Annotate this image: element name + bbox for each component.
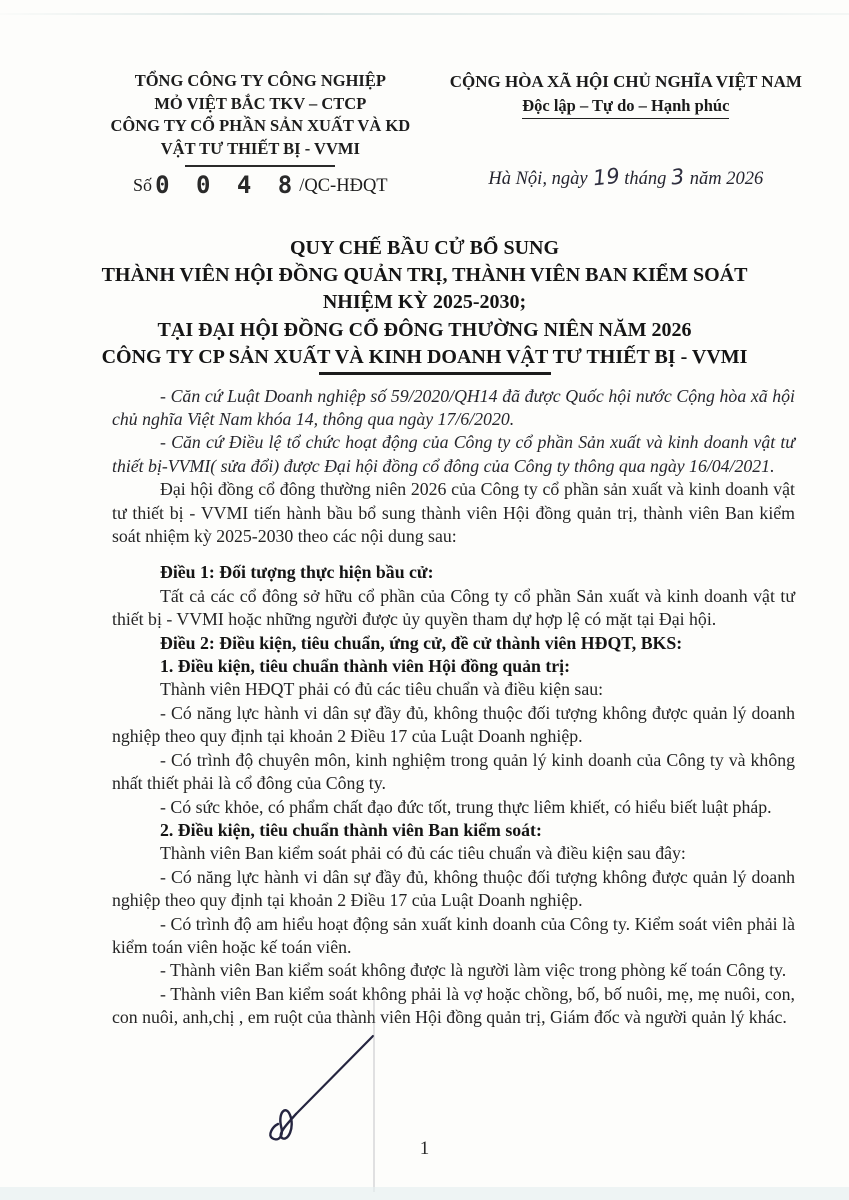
title-underline: [319, 372, 551, 375]
heading-dieu-1: Điều 1: Đối tượng thực hiện bầu cử:: [160, 562, 434, 583]
handwritten-day: 19: [591, 163, 621, 191]
doc-number-suffix: /QC-HĐQT: [299, 176, 388, 196]
preamble-basis-charter: - Căn cứ Điều lệ tổ chức hoạt động của Công ty cổ phần Sản xuất và kinh doanh vật tư thiết bị-VVMI( sửa đổi) được Đại hội đồng cổ đông của Công ty thông qua ngày 16/04/2021.: [112, 432, 795, 476]
heading-dieu-2: Điều 2: Điều kiện, tiêu chuẩn, ứng cử, đề cử thành viên HĐQT, BKS:: [160, 632, 683, 653]
place-date-line: [435, 165, 817, 190]
company-name-line: VẬT TƯ THIẾT BỊ - VVMI: [160, 138, 360, 158]
org-divider-rule: [185, 165, 335, 167]
issuing-org-block: [86, 70, 435, 199]
title-line: CÔNG TY CP SẢN XUẤT VÀ KINH DOANH VẬT TƯ THIẾT BỊ - VVMI: [101, 345, 748, 368]
title-line: TẠI ĐẠI HỘI ĐỒNG CỔ ĐÔNG THƯỜNG NIÊN NĂM 2026: [157, 318, 692, 341]
muc-2-bullet-2: - Có trình độ am hiểu hoạt động sản xuất kinh doanh của Công ty. Kiểm soát viên phải là kiểm toán viên hoặc kế toán viên.: [112, 913, 795, 957]
national-motto: Độc lập – Tự do – Hạnh phúc: [522, 96, 729, 119]
heading-muc-1-hdqt: 1. Điều kiện, tiêu chuẩn thành viên Hội đồng quản trị:: [160, 656, 571, 677]
preamble-basis-law: - Căn cứ Luật Doanh nghiệp số 59/2020/QH14 đã được Quốc hội nước Cộng hòa xã hội chủ nghĩa Việt Nam khóa 14, thông qua ngày 17/6/2020.: [112, 385, 795, 430]
national-title: CỘNG HÒA XÃ HỘI CHỦ NGHĨA VIỆT NAM: [449, 72, 802, 91]
document-header: [0, 0, 849, 199]
muc-2-bullet-4: - Thành viên Ban kiểm soát không phải là vợ hoặc chồng, bố, bố nuôi, mẹ, mẹ nuôi, con, con nuôi, anh,chị , em ruột của thành viên Hội đồng quản trị, Giám đốc và người quản lý khác.: [112, 983, 795, 1028]
document-body: [112, 385, 795, 1030]
title-line: THÀNH VIÊN HỘI ĐỒNG QUẢN TRỊ, THÀNH VIÊN BAN KIỂM SOÁT: [101, 264, 748, 287]
heading-muc-2-bks: 2. Điều kiện, tiêu chuẩn thành viên Ban kiểm soát:: [160, 819, 542, 840]
muc-1-intro: Thành viên HĐQT phải có đủ các tiêu chuẩn và điều kiện sau:: [160, 679, 604, 700]
document-number-line: [86, 171, 435, 199]
handwritten-pen-scribble: [250, 1030, 385, 1145]
org-name-line: MỎ VIỆT BẮC TKV – CTCP: [154, 93, 367, 113]
scan-fold-line-artifact: [373, 992, 375, 1192]
muc-1-bullet-2: - Có trình độ chuyên môn, kinh nghiệm trong quản lý kinh doanh của Công ty và không nhất thiết phải là cổ đông của Công ty.: [112, 749, 795, 794]
scan-edge-bottom-artifact: [0, 1187, 849, 1200]
date-mid-text: tháng: [624, 169, 667, 189]
national-motto-block: [435, 70, 817, 199]
date-pre-text: Hà Nội, ngày: [488, 169, 588, 189]
scan-edge-top-artifact: [0, 13, 849, 15]
muc-2-bullet-1: - Có năng lực hành vi dân sự đầy đủ, không thuộc đối tượng không được quản lý doanh nghiệp theo quy định tại khoản 2 Điều 17 của Luật Doanh nghiệp.: [112, 866, 795, 911]
doc-number-stamp: 0 0 4 8: [155, 171, 299, 199]
org-name-line: TỔNG CÔNG TY CÔNG NGHIỆP: [134, 71, 386, 90]
muc-2-intro: Thành viên Ban kiểm soát phải có đủ các tiêu chuẩn và điều kiện sau đây:: [160, 843, 686, 864]
page-number: 1: [419, 1138, 430, 1159]
date-post-text: năm 2026: [689, 169, 764, 189]
dieu-1-content: Tất cả các cổ đông sở hữu cổ phần của Công ty cổ phần Sản xuất và kinh doanh vật tư thiết bị - VVMI hoặc những người được ủy quyền tham dự hợp lệ có mặt tại Đại hội.: [112, 585, 795, 630]
title-line: QUY CHẾ BẦU CỬ BỔ SUNG: [289, 237, 560, 259]
title-line: NHIỆM KỲ 2025-2030;: [322, 291, 527, 314]
intro-paragraph: Đại hội đồng cổ đông thường niên 2026 của Công ty cổ phần sản xuất và kinh doanh vật tư thiết bị - VVMI tiến hành bầu bổ sung thành viên Hội đồng quản trị, thành viên Ban kiểm soát nhiệm kỳ 2025-2030 theo các nội dung sau:: [112, 479, 795, 547]
muc-2-bullet-3: - Thành viên Ban kiểm soát không được là người làm việc trong phòng kế toán Công ty.: [160, 960, 787, 981]
doc-number-prefix: Số: [133, 175, 153, 195]
company-name-line: CÔNG TY CỔ PHẦN SẢN XUẤT VÀ KD: [110, 116, 411, 135]
handwritten-month: 3: [670, 164, 687, 190]
muc-1-bullet-1: - Có năng lực hành vi dân sự đầy đủ, không thuộc đối tượng không được quản lý doanh nghiệp theo quy định tại khoản 2 Điều 17 của Luật Doanh nghiệp.: [112, 702, 795, 747]
document-title: [0, 235, 849, 375]
muc-1-bullet-3: - Có sức khỏe, có phẩm chất đạo đức tốt, trung thực liêm khiết, có hiểu biết luật pháp.: [160, 796, 772, 817]
